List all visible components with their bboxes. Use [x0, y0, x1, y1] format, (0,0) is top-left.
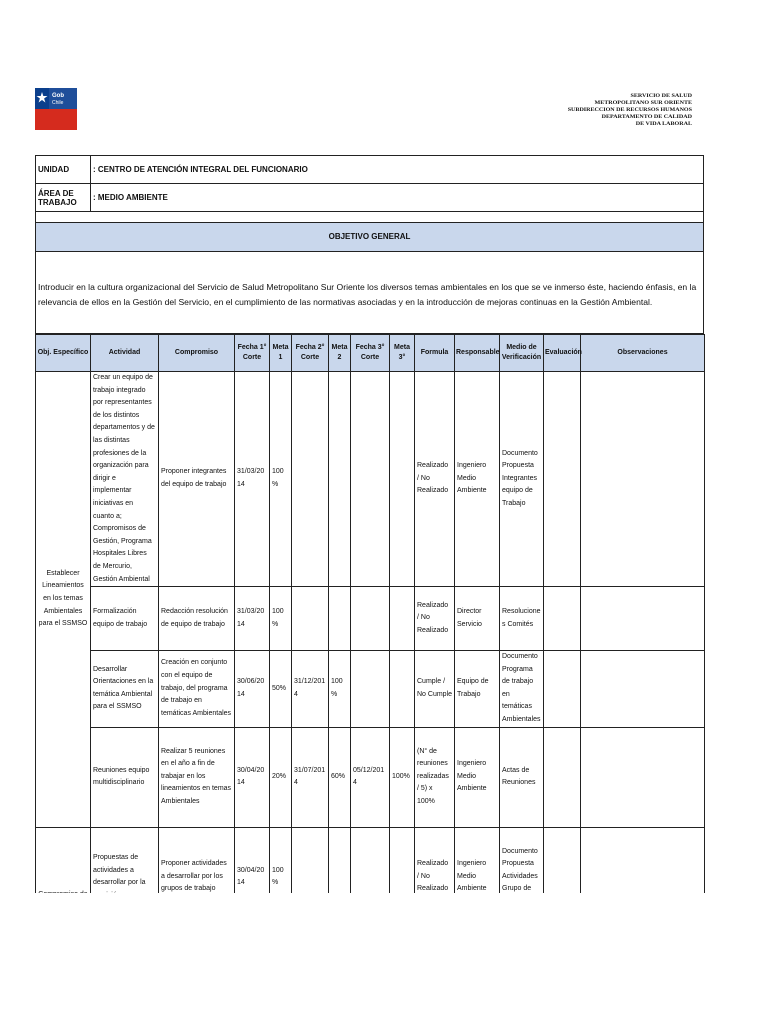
- unidad-label: UNIDAD: [36, 156, 91, 184]
- meta3-cell: 100%: [390, 727, 415, 827]
- header-meta2: Meta 2: [329, 335, 351, 372]
- page-bottom-margin: [0, 893, 770, 1024]
- meta1-cell: 50%: [270, 651, 292, 728]
- header-fecha1: Fecha 1° Corte: [235, 335, 270, 372]
- medio-cell: Resoluciones Comités: [500, 587, 544, 651]
- header-obj: Obj. Específico: [36, 335, 91, 372]
- obj-especifico-cell: Establecer Lineamientos en los temas Ambientales para el SSMSO: [36, 372, 91, 828]
- compromiso-cell: Realizar 5 reuniones en el año a fin de trabajar en los lineamientos en temas Ambientales: [159, 727, 235, 827]
- fecha1-cell: 31/03/2014: [235, 587, 270, 651]
- responsable-cell: Ingeniero Medio Ambiente: [455, 372, 500, 587]
- formula-cell: (N° de reuniones realizadas / 5) x 100%: [415, 727, 455, 827]
- actividad-cell: Desarrollar Orientaciones en la temática Ambiental para el SSMSO: [91, 651, 159, 728]
- fecha1-cell: 31/03/2014: [235, 372, 270, 587]
- unidad-value: : CENTRO DE ATENCIÓN INTEGRAL DEL FUNCIONARIO: [91, 156, 704, 184]
- header-line: DE VIDA LABORAL: [635, 121, 692, 127]
- responsable-cell: Equipo de Trabajo: [455, 651, 500, 728]
- table-row: [36, 587, 705, 651]
- fecha2-cell: [292, 587, 329, 651]
- evaluacion-cell: [544, 727, 581, 827]
- meta1-cell: 100%: [270, 827, 292, 927]
- meta2-cell: [329, 587, 351, 651]
- header-line: METROPOLITANO SUR ORIENTE: [594, 100, 692, 106]
- area-value: : MEDIO AMBIENTE: [91, 184, 704, 212]
- observaciones-cell: [581, 727, 705, 827]
- medio-cell: Documento Propuesta Integrantes equipo de Trabajo: [500, 372, 544, 587]
- formula-cell: Realizado / No Realizado: [415, 827, 455, 927]
- header-meta1: Meta 1: [270, 335, 292, 372]
- meta2-cell: 60%: [329, 727, 351, 827]
- meta3-cell: [390, 651, 415, 728]
- header-responsable: Responsable: [455, 335, 500, 372]
- header-observaciones: Observaciones: [581, 335, 705, 372]
- header-actividad: Actividad: [91, 335, 159, 372]
- meta1-cell: 100%: [270, 372, 292, 587]
- fecha1-cell: 30/06/2014: [235, 651, 270, 728]
- table-row: [36, 372, 705, 587]
- medio-cell: Actas de Reuniones: [500, 727, 544, 827]
- table-row: [36, 651, 705, 728]
- document-form: [35, 155, 704, 928]
- table-row: [36, 727, 705, 827]
- actividad-cell: Propuestas de actividades a desarrollar por la: [91, 827, 159, 927]
- fecha3-cell: [351, 651, 390, 728]
- formula-cell: Realizado / No Realizado: [415, 372, 455, 587]
- evaluacion-cell: [544, 651, 581, 728]
- medio-cell: Documento Propuesta Actividades Grupo de: [500, 827, 544, 927]
- actividad-cell: Formalización equipo de trabajo: [91, 587, 159, 651]
- objetivo-general-text: Introducir en la cultura organizacional del Servicio de Salud Metropolitano Sur Oriente los diversos temas ambientales en los que se ve inmerso éste, haciendo énfasis, en la relevancia de ellos en la Gestión del Servicio, en el cumplimiento de las normativas asociadas y en la introducción de mejoras continuas en la Gestión Ambiental.: [35, 252, 704, 334]
- actividad-cell: Reuniones equipo multidisciplinario: [91, 727, 159, 827]
- header-line: DEPARTAMENTO DE CALIDAD: [601, 114, 692, 120]
- observaciones-cell: [581, 651, 705, 728]
- meta3-cell: [390, 587, 415, 651]
- meta1-cell: 20%: [270, 727, 292, 827]
- responsable-cell: Ingeniero Medio Ambiente: [455, 727, 500, 827]
- svg-text:Chile: Chile: [52, 100, 64, 106]
- institution-header: [544, 93, 692, 128]
- meta1-cell: 100%: [270, 587, 292, 651]
- actividad-cell: Crear un equipo de trabajo integrado por representantes de los distintos departamentos y de las distintas profesiones de la organización para dirigir e implementar iniciativas en cuanto a; Compromisos de Gestión, Programa Hospitales Libres de Mercurio, Gestión Ambiental: [91, 372, 159, 587]
- spacer-row: [35, 212, 704, 222]
- table-header-row: [36, 335, 705, 372]
- formula-cell: Cumple / No Cumple: [415, 651, 455, 728]
- svg-text:Gob: Gob: [52, 93, 64, 99]
- header-compromiso: Compromiso: [159, 335, 235, 372]
- info-table: [35, 155, 704, 212]
- fecha2-cell: 31/12/2014: [292, 651, 329, 728]
- objetivo-general-title: OBJETIVO GENERAL: [35, 222, 704, 252]
- evaluacion-cell: [544, 587, 581, 651]
- compromiso-cell: Proponer integrantes del equipo de trabajo: [159, 372, 235, 587]
- evaluacion-cell: [544, 372, 581, 587]
- area-label: ÁREA DE TRABAJO: [36, 184, 91, 212]
- compromiso-cell: Redacción resolución de equipo de trabajo: [159, 587, 235, 651]
- header-formula: Formula: [415, 335, 455, 372]
- fecha2-cell: [292, 372, 329, 587]
- fecha3-cell: 05/12/2014: [351, 727, 390, 827]
- responsable-cell: Ingeniero Medio Ambiente: [455, 827, 500, 927]
- fecha1-cell: 30/04/2014: [235, 827, 270, 927]
- fecha3-cell: [351, 587, 390, 651]
- header-fecha2: Fecha 2° Corte: [292, 335, 329, 372]
- gobierno-de-chile-logo: [35, 88, 77, 130]
- formula-cell: Realizado / No Realizado: [415, 587, 455, 651]
- activities-table: [35, 334, 705, 928]
- meta2-cell: [329, 372, 351, 587]
- meta2-cell: 100%: [329, 651, 351, 728]
- header-meta3: Meta 3°: [390, 335, 415, 372]
- header-line: SERVICIO DE SALUD: [630, 93, 692, 99]
- observaciones-cell: [581, 372, 705, 587]
- header-medio: Medio de Verificación: [500, 335, 544, 372]
- responsable-cell: Director Servicio: [455, 587, 500, 651]
- fecha2-cell: 31/07/2014: [292, 727, 329, 827]
- fecha1-cell: 30/04/2014: [235, 727, 270, 827]
- meta3-cell: [390, 372, 415, 587]
- compromiso-cell: Proponer actividades a desarrollar por los grupos de trabajo: [159, 827, 235, 927]
- fecha3-cell: [351, 372, 390, 587]
- header-evaluacion: Evaluación: [544, 335, 581, 372]
- medio-cell: Documento Programa de trabajo en temáticas Ambientales: [500, 651, 544, 728]
- observaciones-cell: [581, 587, 705, 651]
- compromiso-cell: Creación en conjunto con el equipo de trabajo, del programa de trabajo en temáticas Ambientales: [159, 651, 235, 728]
- header-fecha3: Fecha 3° Corte: [351, 335, 390, 372]
- header-line: SUBDIRECCION DE RECURSOS HUMANOS: [567, 107, 692, 113]
